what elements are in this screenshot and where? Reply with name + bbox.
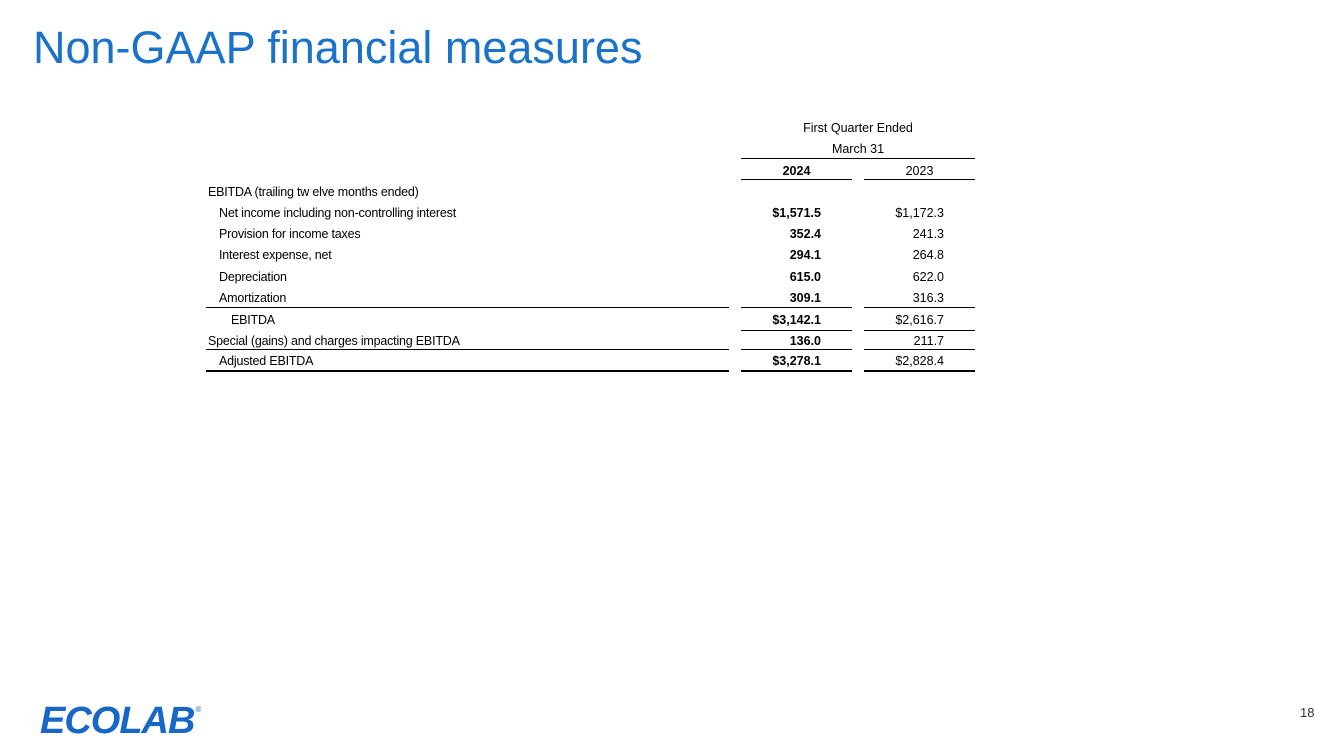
row-value-2024: 352.4 [789,227,821,241]
section-label: EBITDA (trailing tw elve months ended) [208,185,419,199]
total-divider-prior [864,349,975,350]
table-row-ebitda [0,313,1333,331]
table-row [0,227,1333,245]
page-number: 18 [1300,705,1315,720]
row-label: Special (gains) and charges impacting EBITDA [208,334,460,348]
row-label: Adjusted EBITDA [219,354,314,368]
row-value-2023: 211.7 [913,334,944,348]
final-divider-current [741,370,852,372]
subtotal-divider-prior [864,307,975,308]
row-label: EBITDA [231,313,275,327]
row-label: Depreciation [219,270,287,284]
year-underline-current [741,179,852,180]
total-divider-current [741,349,852,350]
table-row [0,206,1333,224]
table-header-date: March 31 [831,142,885,156]
registered-mark: ® [195,705,202,714]
slide-title: Non-GAAP financial measures [33,22,643,73]
subtotal-divider-current [741,307,852,308]
table-header-period: First Quarter Ended [803,121,913,135]
row-value-2024: $3,278.1 [772,354,821,368]
header-divider [741,158,975,159]
year-underline-prior [864,179,975,180]
row-value-2023: 622.0 [912,270,944,284]
table-row [0,248,1333,266]
row-value-2023: 316.3 [912,291,944,305]
ebitda-divider-current [741,330,852,331]
row-value-2024: $1,571.5 [772,206,821,220]
column-header-2024: 2024 [782,164,811,178]
row-label: Interest expense, net [219,248,332,262]
total-divider-label [206,349,729,350]
row-value-2023: 264.8 [912,248,944,262]
row-value-2024: 136.0 [789,334,821,348]
row-label: Net income including non-controlling interest [219,206,456,220]
subtotal-divider-label [206,307,729,308]
row-value-2024: 309.1 [789,291,821,305]
row-value-2023: $2,616.7 [895,313,944,327]
row-value-2024: 615.0 [789,270,821,284]
row-value-2023: $2,828.4 [895,354,944,368]
ecolab-logo [40,700,202,742]
final-divider-label [206,370,729,372]
row-label: Amortization [219,291,287,305]
column-header-2023: 2023 [905,164,934,178]
row-value-2024: $3,142.1 [772,313,821,327]
ebitda-divider-prior [864,330,975,331]
table-row [0,270,1333,288]
logo-text: ECOLAB [40,700,195,742]
row-value-2023: $1,172.3 [895,206,944,220]
final-divider-prior [864,370,975,372]
row-label: Provision for income taxes [219,227,361,241]
row-value-2023: 241.3 [912,227,944,241]
row-value-2024: 294.1 [789,248,821,262]
